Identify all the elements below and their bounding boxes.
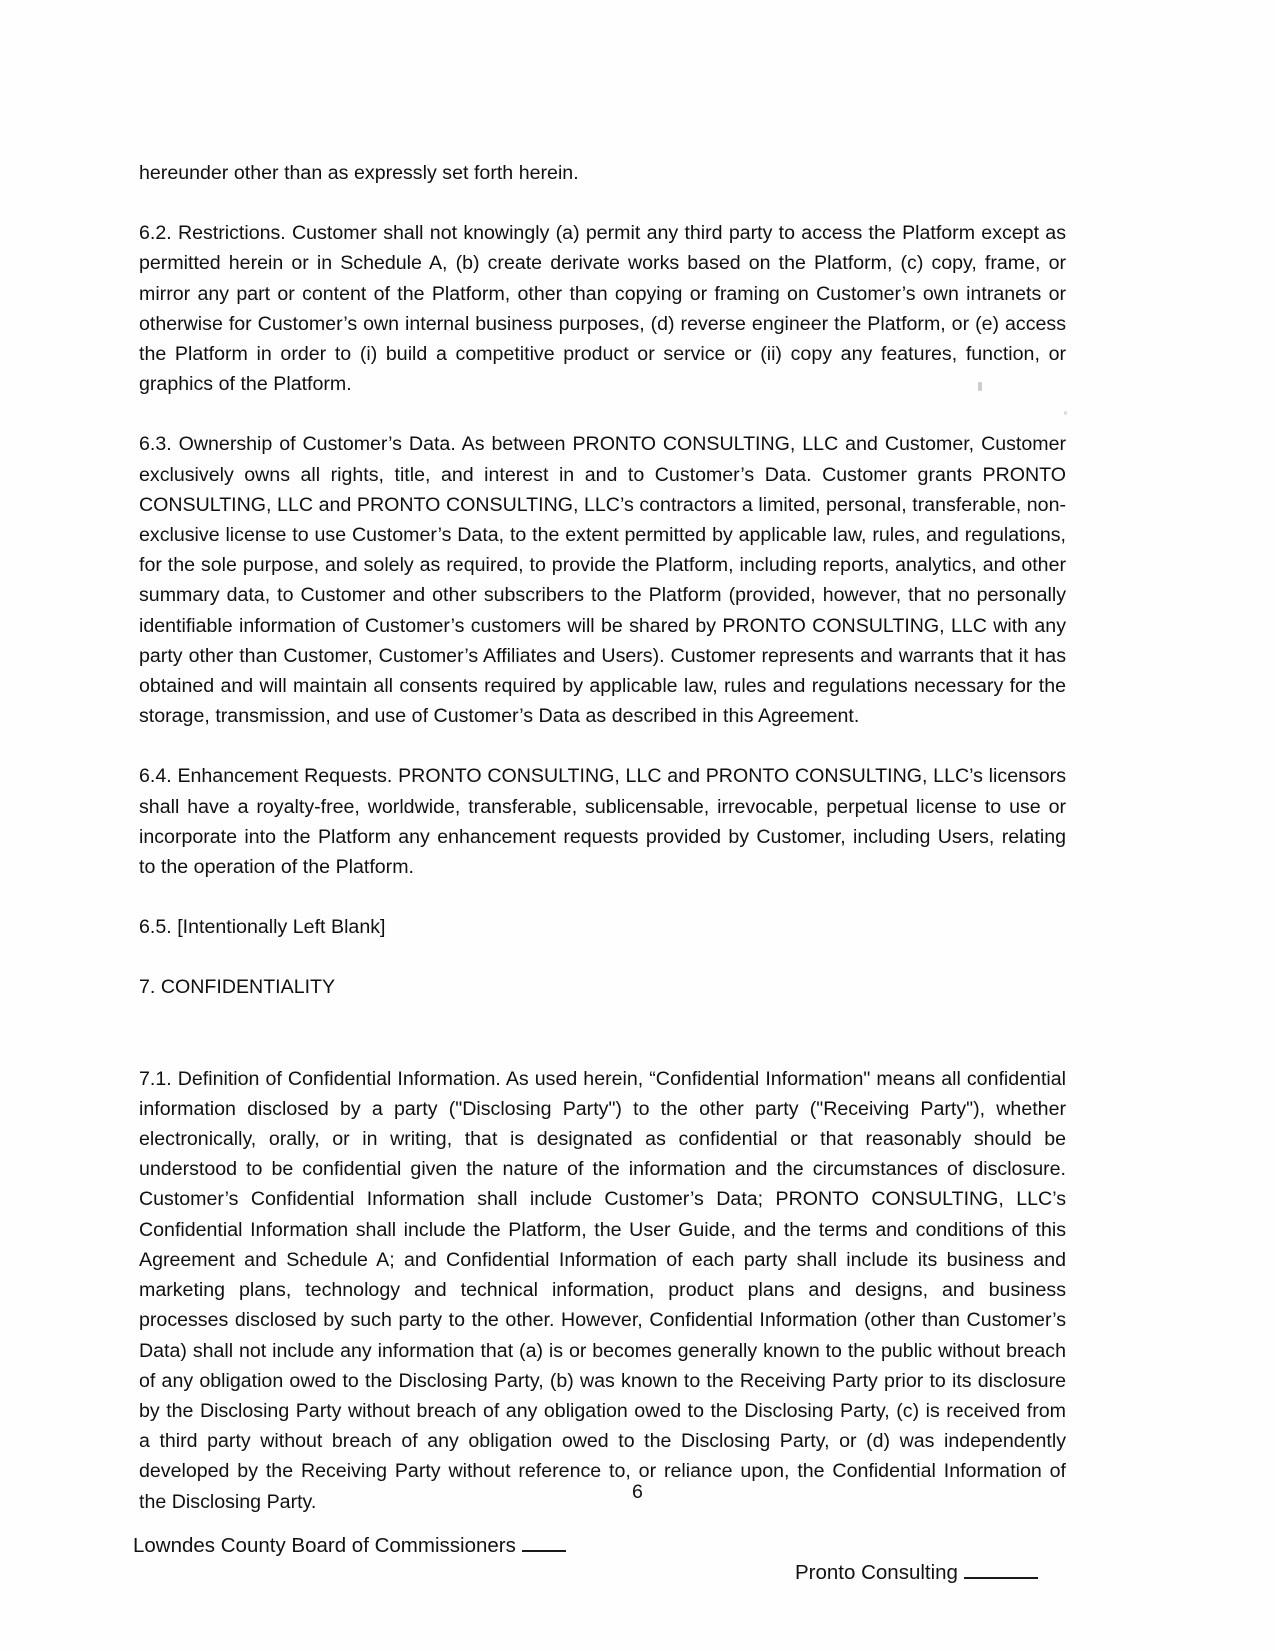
carryover-paragraph: hereunder other than as expressly set forth herein. bbox=[139, 162, 579, 184]
paragraph-gap bbox=[139, 882, 1066, 912]
footer-right-signature-line bbox=[964, 1560, 1038, 1579]
paragraph-gap bbox=[139, 942, 1066, 972]
document-body bbox=[139, 158, 1066, 1517]
clause-6-2: 6.2. Restrictions. Customer shall not knowingly (a) permit any third party to access the Platform except as permitted herein or in Schedule A, (b) create derivate works based on the Platform, (c) copy, frame, or mirror any part or content of the Platform, other than copying or framing on Customer’s own intranets or otherwise for Customer’s own internal business purposes, (d) reverse engineer the Platform, or (e) access the Platform in order to (i) build a competitive product or service or (ii) copy any features, function, or graphics of the Platform. bbox=[139, 222, 1066, 396]
clause-6-4: 6.4. Enhancement Requests. PRONTO CONSULTING, LLC and PRONTO CONSULTING, LLC’s licensors shall have a royalty-free, worldwide, transferable, sublicensable, irrevocable, perpetual license to use or incorporate into the Platform any enhancement requests provided by Customer, including Users, relating to the operation of the Platform. bbox=[139, 765, 1066, 879]
paragraph-gap bbox=[139, 188, 1066, 218]
footer-right-party-label: Pronto Consulting bbox=[795, 1561, 958, 1584]
clause-6-3: 6.3. Ownership of Customer’s Data. As between PRONTO CONSULTING, LLC and Customer, Customer exclusively owns all rights, title, and interest in and to Customer’s Data. Customer grants PRONTO CONSULTING, LLC and PRONTO CONSULTING, LLC’s contractors a limited, personal, transferable, non-exclusive license to use Customer’s Data, to the extent permitted by applicable law, rules, and regulations, for the sole purpose, and solely as required, to provide the Platform, including reports, analytics, and other summary data, to Customer and other subscribers to the Platform (provided, however, that no personally identifiable information of Customer’s customers will be shared by PRONTO CONSULTING, LLC with any party other than Customer, Customer’s Affiliates and Users). Customer represents and warrants that it has obtained and will maintain all consents required by applicable law, rules and regulations necessary for the storage, transmission, and use of Customer’s Data as described in this Agreement. bbox=[139, 433, 1066, 728]
paragraph-gap bbox=[139, 1003, 1066, 1034]
clause-6-5: 6.5. [Intentionally Left Blank] bbox=[139, 916, 386, 939]
footer-left-signature-line bbox=[522, 1533, 566, 1552]
footer-left-party-label: Lowndes County Board of Commissioners bbox=[133, 1534, 516, 1557]
paragraph-gap bbox=[139, 399, 1066, 429]
paragraph-gap bbox=[139, 731, 1066, 761]
page-number: 6 bbox=[632, 1481, 643, 1503]
section-heading-7: 7. CONFIDENTIALITY bbox=[139, 976, 336, 999]
signature-footer bbox=[0, 1522, 1275, 1632]
clause-7-1: 7.1. Definition of Confidential Information. As used herein, “Confidential Information" means all confidential information disclosed by a party ("Disclosing Party") to the other party ("Receiving Party"), whether electronically, orally, or in writing, that is designated as confidential or that reasonably should be understood to be confidential given the nature of the information and the circumstances of disclosure. Customer’s Confidential Information shall include Customer’s Data; PRONTO CONSULTING, LLC’s Confidential Information shall include the Platform, the User Guide, and the terms and conditions of this Agreement and Schedule A; and Confidential Information of each party shall include its business and marketing plans, technology and technical information, product plans and designs, and business processes disclosed by such party to the other. However, Confidential Information (other than Customer’s Data) shall not include any information that (a) is or becomes generally known to the public without breach of any obligation owed to the Disclosing Party, (b) was known to the Receiving Party prior to its disclosure by the Disclosing Party without breach of any obligation owed to the Disclosing Party, (c) is received from a third party without breach of any obligation owed to the Disclosing Party, or (d) was independently developed by the Receiving Party without reference to, or reliance upon, the Confidential Information of the Disclosing Party. bbox=[139, 1067, 1066, 1513]
footer-right-party bbox=[795, 1559, 1038, 1587]
paragraph-gap bbox=[139, 1034, 1066, 1064]
footer-left-party bbox=[133, 1532, 566, 1560]
